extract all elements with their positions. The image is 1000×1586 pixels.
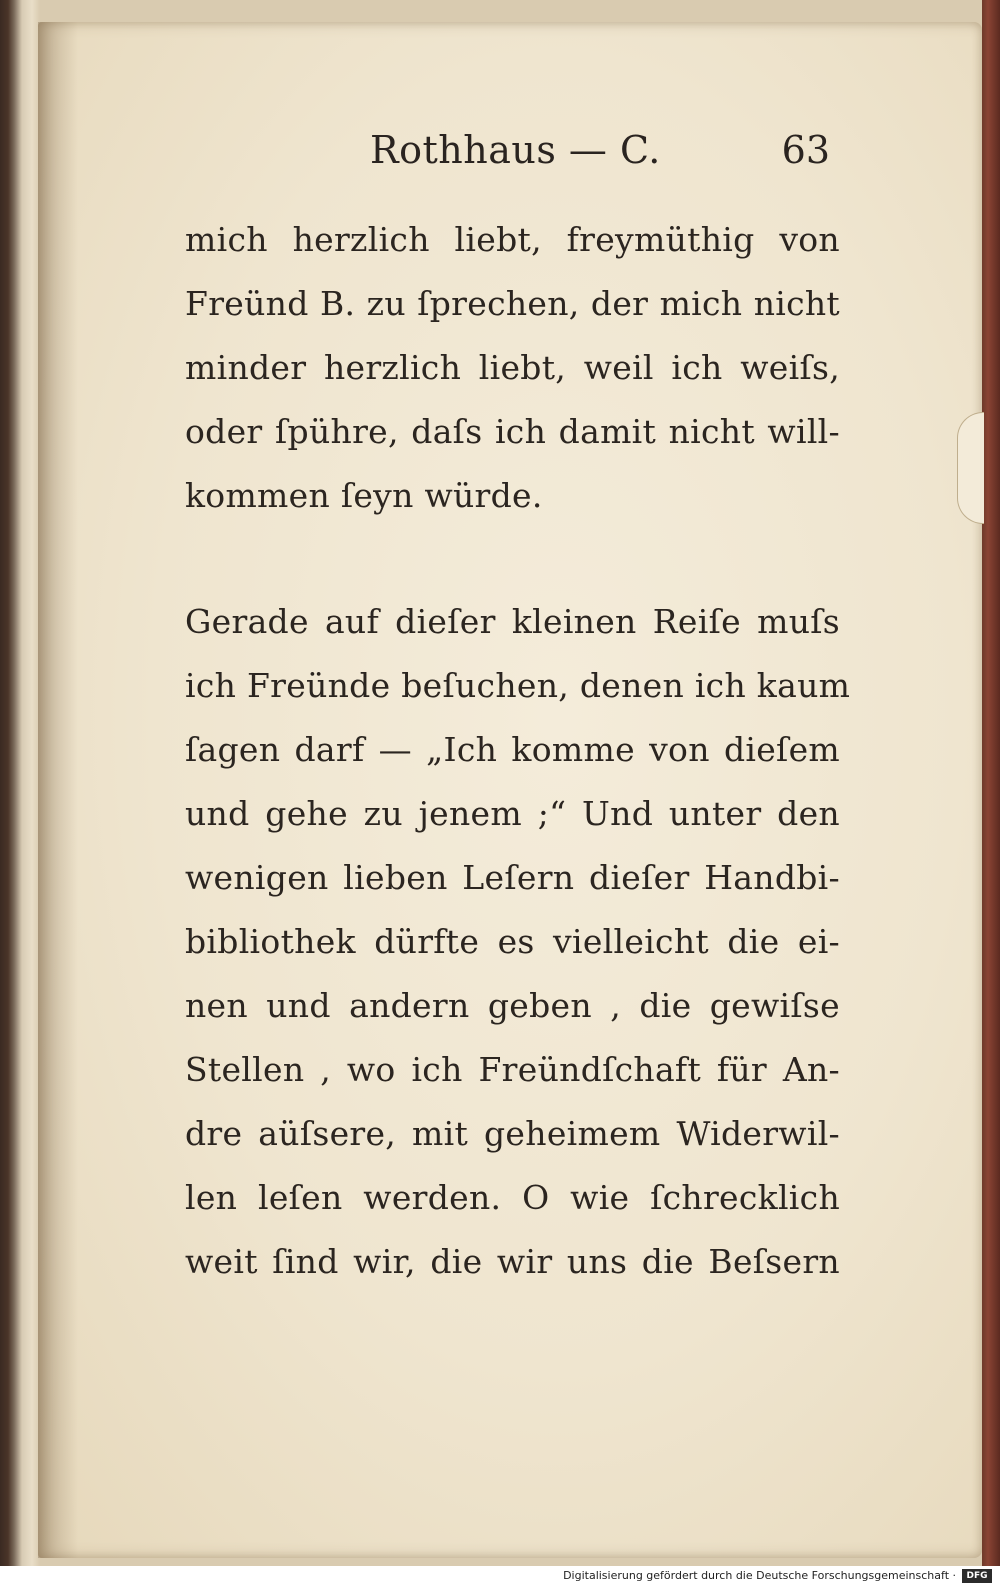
- text-line: wenigen lieben Leſern dieſer Handbi-: [185, 858, 840, 897]
- text-line: Stellen , wo ich Freündſchaft für An-: [185, 1050, 840, 1089]
- body-text: [185, 208, 851, 1294]
- text-line: len leſen werden. O wie ſchrecklich: [185, 1178, 840, 1217]
- page-tab-notch: [957, 412, 984, 524]
- digitization-footer: [0, 1566, 1000, 1586]
- text-line: bibliothek dürfte es vielleicht die ei-: [185, 922, 840, 961]
- page-header: [330, 128, 850, 178]
- text-line: Gerade auf dieſer kleinen Reiſe muſs: [185, 602, 840, 641]
- text-line: oder ſpühre, daſs ich damit nicht will-: [185, 412, 840, 451]
- text-line: Freünd B. zu ſprechen, der mich nicht: [185, 284, 840, 323]
- text-line: ich Freünde beſuchen, denen ich kaum: [185, 666, 851, 705]
- text-line: weit ſind wir, die wir uns die Beſsern: [185, 1242, 840, 1281]
- text-line: kommen ſeyn würde.: [185, 476, 543, 515]
- text-line: dre aüſsere, mit geheimem Widerwil-: [185, 1114, 840, 1153]
- funding-credit: Digitalisierung gefördert durch die Deutsche Forschungsgemeinschaft ·: [563, 1569, 956, 1582]
- book-cover-edge: [982, 0, 1000, 1566]
- paragraph-break: [185, 528, 840, 590]
- text-line: minder herzlich liebt, weil ich weiſs,: [185, 348, 840, 387]
- dfg-logo-icon: DFG: [962, 1569, 992, 1583]
- gutter-shadow: [38, 22, 78, 1558]
- text-line: und gehe zu jenem ;“ Und unter den: [185, 794, 840, 833]
- text-line: mich herzlich liebt, freymüthig von: [185, 220, 840, 259]
- running-title: Rothhaus — C.: [370, 128, 661, 172]
- text-line: ſagen darf — „Ich komme von dieſem: [185, 730, 840, 769]
- page-number: 63: [781, 128, 830, 172]
- text-line: nen und andern geben , die gewiſse: [185, 986, 840, 1025]
